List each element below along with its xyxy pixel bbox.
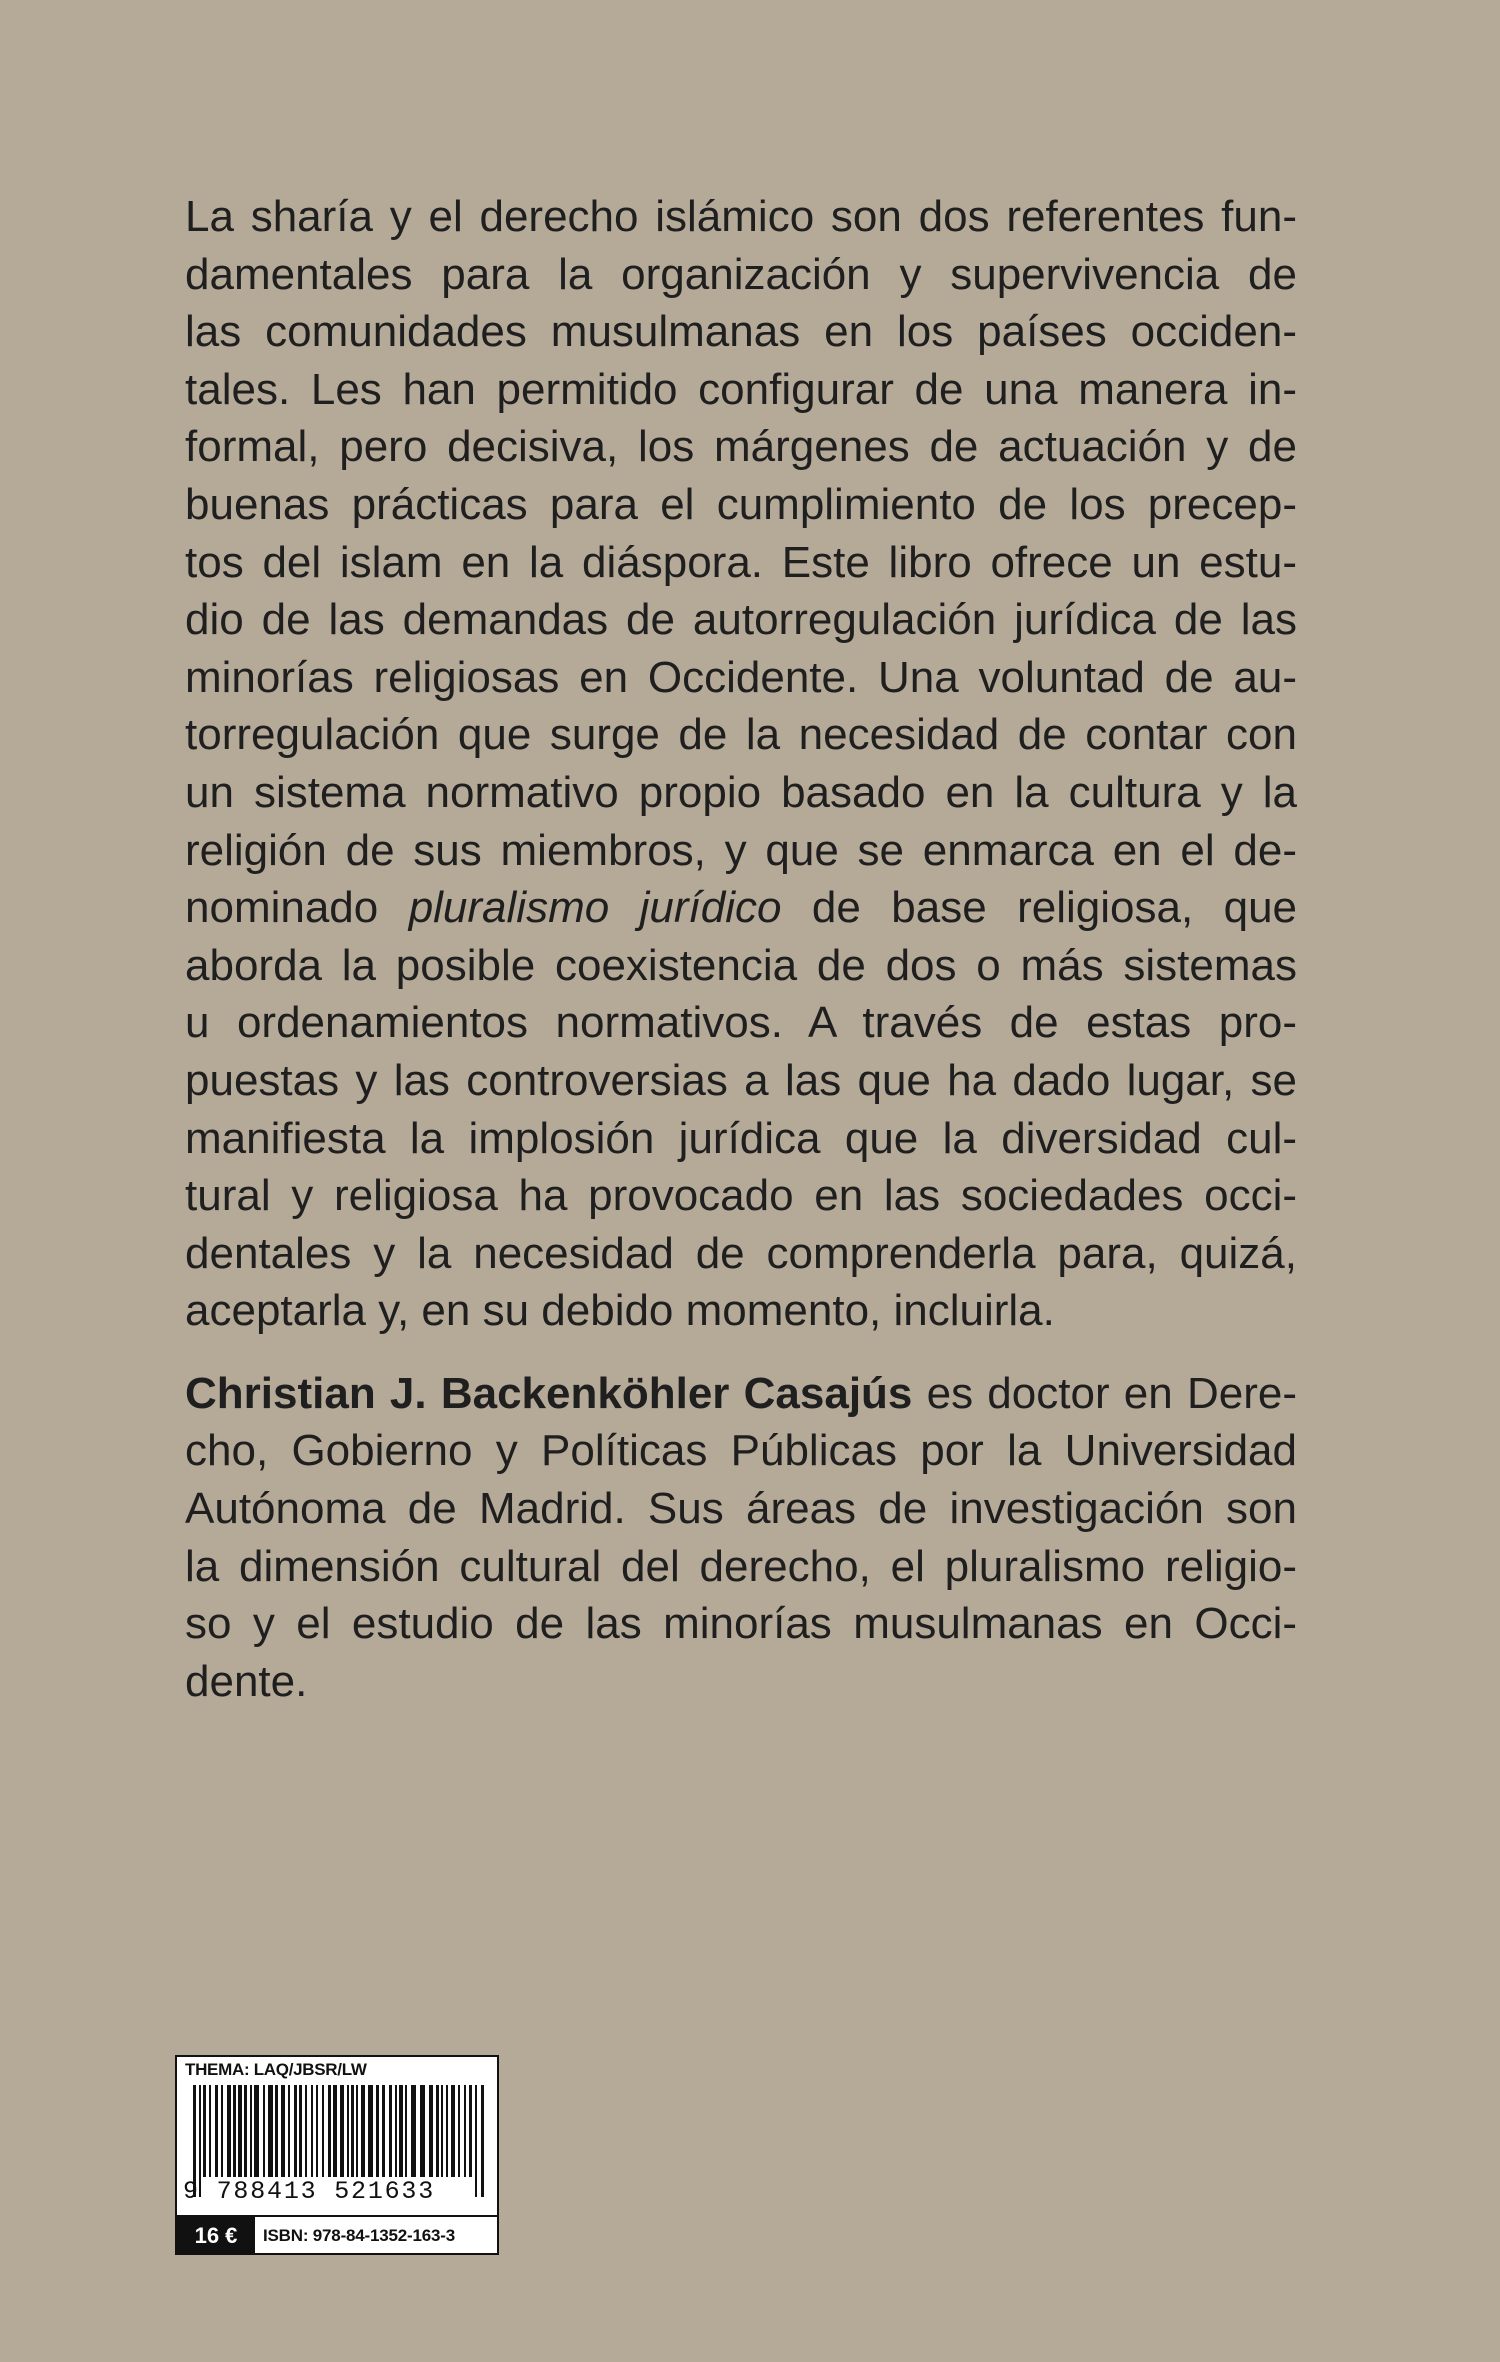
barcode-bar [299, 2085, 302, 2177]
barcode-bar [395, 2085, 397, 2177]
barcode-bar [446, 2085, 448, 2177]
author-bio-line: dente. [185, 1656, 308, 1706]
synopsis-line: religión de sus miembros, y que se enmarca en el de- [185, 825, 1297, 875]
barcode-bar [429, 2085, 433, 2177]
barcode-bar [250, 2085, 252, 2177]
barcode-bar [316, 2085, 318, 2177]
barcode-bar [376, 2085, 379, 2177]
barcode-bar [238, 2085, 242, 2177]
barcode-bar [451, 2085, 455, 2177]
synopsis-line: torregulación que surge de la necesidad de contar con [185, 710, 1297, 760]
synopsis-block [185, 188, 1297, 1710]
barcode-bar [203, 2085, 206, 2177]
price-label: 16 € [177, 2217, 255, 2255]
barcode-bar [233, 2085, 236, 2177]
synopsis-line: formal, pero decisiva, los márgenes de actuación y de [185, 422, 1297, 472]
synopsis-line: tales. Les han permitido configurar de una manera in- [185, 364, 1297, 414]
barcode-bar [347, 2085, 349, 2177]
barcode-bar [215, 2085, 218, 2177]
synopsis-line: La sharía y el derecho islámico son dos referentes fun- [185, 192, 1297, 241]
barcode-bar [221, 2085, 223, 2177]
barcode-bar [420, 2085, 425, 2177]
barcode-bar [368, 2085, 373, 2177]
barcode-bar [244, 2085, 247, 2177]
barcode-bar [441, 2085, 443, 2177]
synopsis-line: aceptarla y, en su debido momento, incluirla. [185, 1286, 1055, 1336]
author-bio-line: Autónoma de Madrid. Sus áreas de investigación son [185, 1484, 1297, 1534]
price-isbn-row [177, 2215, 497, 2255]
barcode-bar [399, 2085, 403, 2177]
synopsis-line: minorías religiosas en Occidente. Una voluntad de au- [185, 652, 1297, 702]
barcode-bar [254, 2085, 259, 2177]
synopsis-line: damentales para la organización y supervivencia de [185, 249, 1297, 299]
author-name: Christian J. Backenköhler Casajús [185, 1368, 913, 1418]
synopsis-line: las comunidades musulmanas en los países occiden- [185, 307, 1297, 357]
barcode-bar [382, 2085, 385, 2177]
barcode-bar [227, 2085, 231, 2177]
barcode-bar [311, 2085, 313, 2177]
barcode-bar [464, 2085, 466, 2177]
barcode-bar [340, 2085, 344, 2177]
author-bio-line: so y el estudio de las minorías musulmanas en Occi- [185, 1599, 1297, 1649]
barcode-bar [436, 2085, 439, 2177]
barcode-bar [305, 2085, 307, 2177]
barcode-label [175, 2055, 499, 2255]
synopsis-line: puestas y las controversias a las que ha dado lugar, se [185, 1055, 1297, 1105]
isbn-label: ISBN: 978-84-1352-163-3 [263, 2226, 455, 2245]
synopsis-line: dentales y la necesidad de comprenderla para, quizá, [185, 1228, 1297, 1278]
barcode-bar [333, 2085, 337, 2177]
synopsis-line: tural y religiosa ha provocado en las sociedades occi- [185, 1171, 1297, 1221]
barcode-bar [405, 2085, 407, 2177]
barcode-bar [281, 2085, 285, 2177]
synopsis-line: u ordenamientos normativos. A través de estas pro- [185, 998, 1297, 1048]
barcode-bar [275, 2085, 278, 2177]
synopsis-line: tos del islam en la diáspora. Este libro ofrece un estu- [185, 537, 1297, 587]
barcode-bar [361, 2085, 365, 2177]
barcode-bar [294, 2085, 297, 2177]
barcode-bar [209, 2085, 211, 2177]
barcode-bar [263, 2085, 265, 2177]
barcode-bar [322, 2085, 324, 2177]
ean-number: 9 788413 521633 [183, 2177, 436, 2206]
barcode-bar [268, 2085, 273, 2177]
synopsis-line: buenas prácticas para el cumplimiento de los precep- [185, 479, 1297, 529]
barcode-bar [469, 2085, 472, 2177]
synopsis-line: manifiesta la implosión jurídica que la diversidad cul- [185, 1113, 1297, 1163]
author-bio-line: Christian J. Backenköhler Casajús es doctor en Dere- [185, 1368, 1297, 1418]
author-bio-line: cho, Gobierno y Políticas Públicas por la Universidad [185, 1426, 1297, 1476]
thema-code: THEMA: LAQ/JBSR/LW [185, 2060, 367, 2079]
synopsis-line: dio de las demandas de autorregulación jurídica de las [185, 595, 1297, 645]
barcode-bar [351, 2085, 354, 2177]
barcode-bar [411, 2085, 416, 2177]
barcode-bar [356, 2085, 358, 2177]
barcode-bar [328, 2085, 331, 2177]
barcode-bar [458, 2085, 460, 2177]
synopsis-line: aborda la posible coexistencia de dos o más sistemas [185, 940, 1297, 990]
synopsis-line: nominado pluralismo jurídico de base religiosa, que [185, 883, 1298, 933]
barcode-bar [288, 2085, 290, 2177]
italic-term: pluralismo jurídico [408, 883, 782, 933]
author-bio-line: la dimensión cultural del derecho, el pluralismo religio- [185, 1541, 1297, 1591]
synopsis-line: un sistema normativo propio basado en la cultura y la [185, 767, 1297, 817]
barcode-bar [389, 2085, 392, 2177]
